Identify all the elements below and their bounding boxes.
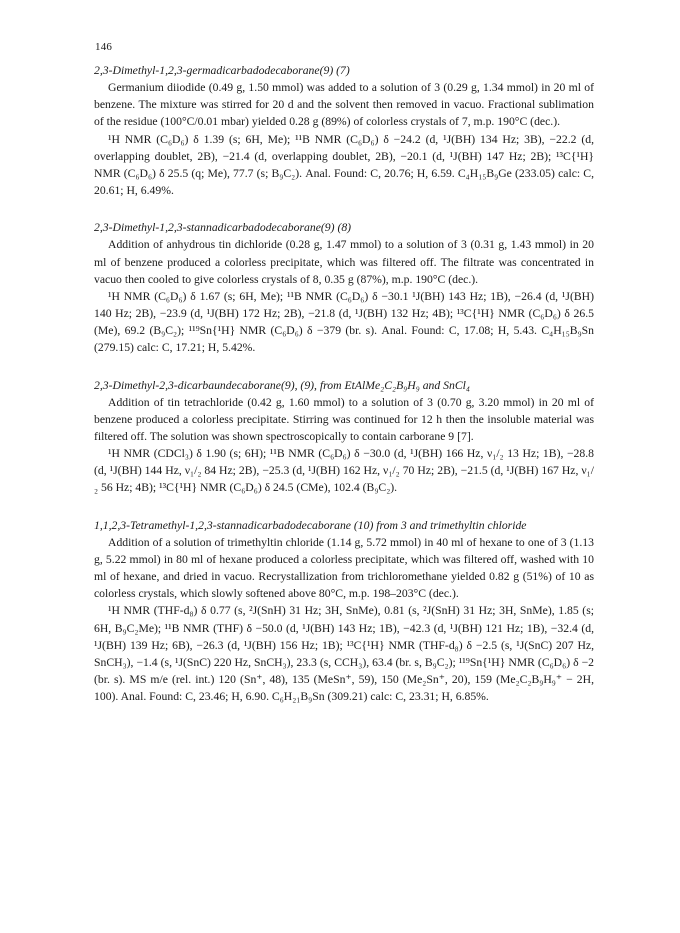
section-heading: 2,3-Dimethyl-2,3-dicarbaundecaborane(9), (9), from EtAlMe₂C₂B₉H₉ and SnCl₄ — [94, 378, 470, 392]
section-compound-9 — [94, 377, 594, 497]
synthesis-paragraph: Addition of a solution of trimethyltin chloride (1.14 g, 5.72 mmol) in 40 ml of hexane to one of 3 (1.13 g, 5.22 mmol) in 80 ml of hexane produced a colorless precipitate, which was filtered off, washed with 10 ml of hexane, and dried in vacuo. Recrystallization from trichloromethane yielded 0.82 g (51%) of 10 as colorless crystals, which slowly softened above 80°C, m.p. 198–203°C (dec.). — [94, 535, 594, 601]
nmr-data-paragraph: ¹H NMR (CDCl₃) δ 1.90 (s; 6H); ¹¹B NMR (C₆D₆) δ −30.0 (d, ¹J(BH) 166 Hz, ν₁/₂ 13 Hz; 1B), −28.8 (d, ¹J(BH) 144 Hz, ν₁/₂ 84 Hz; 2B), −25.3 (d, ¹J(BH) 162 Hz, ν₁/₂ 70 Hz; 2B), −21.5 (d, ¹J(BH) 167 Hz, ν₁/₂ 56 Hz; 4B); ¹³C{¹H} NMR (C₆D₆) δ 24.5 (CMe), 102.4 (B₉C₂). — [94, 447, 594, 495]
section-heading: 2,3-Dimethyl-1,2,3-germadicarbadodecaborane(9) (7) — [94, 64, 350, 77]
section-compound-10 — [94, 517, 594, 706]
section-heading: 1,1,2,3-Tetramethyl-1,2,3-stannadicarbadodecaborane (10) from 3 and trimethyltin chloride — [94, 518, 527, 532]
nmr-data-paragraph: ¹H NMR (THF-d₈) δ 0.77 (s, ²J(SnH) 31 Hz; 3H, SnMe), 0.81 (s, ²J(SnH) 31 Hz; 3H, SnMe), 1.85 (s; 6H, B₉C₂Me); ¹¹B NMR (THF) δ −50.0 (d, ¹J(BH) 143 Hz; 1B), −42.3 (d, ¹J(BH) 121 Hz; 1B), −32.4 (d, ¹J(BH) 139 Hz; 6B), −26.3 (d, ¹J(BH) 156 Hz; 1B); ¹³C{¹H} NMR (THF-d₈) δ −2.5 (s, ¹J(SnC) 207 Hz, SnCH₃), −1.4 (s, ¹J(SnC) 220 Hz, SnCH₃), 23.3 (s, CCH₃), 63.4 (br. s, B₉C₂); ¹¹⁹Sn{¹H} NMR (C₆D₆) δ −2 (br. s). MS m/e (rel. int.) 120 (Sn⁺, 48), 135 (MeSn⁺, 59), 150 (Me₂Sn⁺, 20), 159 (Me₂C₂B₉H₉⁺ − 2H, 100). Anal. Found: C, 23.46; H, 6.90. C₆H₂₁B₉Sn (309.21) calc: C, 23.31; H, 6.85%. — [94, 604, 594, 704]
section-compound-8 — [94, 219, 594, 356]
page-number: 146 — [95, 41, 113, 53]
synthesis-paragraph: Germanium diiodide (0.49 g, 1.50 mmol) was added to a solution of 3 (0.29 g, 1.34 mmol) in 20 ml of benzene. The mixture was stirred for 20 d and the solvent then removed in vacuo. Fractional sublimation of the residue (100°C/0.01 mbar) yielded 0.28 g (89%) of colorless crystals of 7, m.p. 190°C (dec.). — [94, 81, 594, 129]
nmr-data-paragraph: ¹H NMR (C₆D₆) δ 1.39 (s; 6H, Me); ¹¹B NMR (C₆D₆) δ −24.2 (d, ¹J(BH) 134 Hz; 3B), −22.2 (d, overlapping doublet, 2B), −21.4 (d, overlapping doublet, 2B), −20.1 (d, ¹J(BH) 147 Hz; 2B); ¹³C{¹H} NMR (C₆D₆) δ 25.5 (q; Me), 77.7 (s; B₉C₂). Anal. Found: C, 20.76; H, 6.59. C₄H₁₅B₉Ge (233.05) calc: C, 20.61; H, 6.49%. — [94, 132, 594, 198]
synthesis-paragraph: Addition of anhydrous tin dichloride (0.28 g, 1.47 mmol) to a solution of 3 (0.31 g, 1.43 mmol) in 20 ml of benzene produced a colorless precipitate, which was filtered off. The filtrate was concentrated in vacuo then cooled to give colorless crystals of 8, 0.35 g (87%), m.p. 190°C (dec.). — [94, 238, 594, 286]
nmr-data-paragraph: ¹H NMR (C₆D₆) δ 1.67 (s; 6H, Me); ¹¹B NMR (C₆D₆) δ −30.1 ¹J(BH) 143 Hz; 1B), −26.4 (d, ¹J(BH) 140 Hz; 2B), −23.9 (d, ¹J(BH) 172 Hz; 2B), −21.8 (d, ¹J(BH) 132 Hz; 4B); ¹³C{¹H} NMR (C₆D₆) δ 26.5 (Me), 69.2 (B₉C₂); ¹¹⁹Sn{¹H} NMR (C₆D₆) δ −379 (br. s). Anal. Found: C, 17.08; H, 5.43. C₄H₁₅B₉Sn (279.15) calc: C, 17.21; H, 5.42%. — [94, 289, 594, 355]
synthesis-paragraph: Addition of tin tetrachloride (0.42 g, 1.60 mmol) to a solution of 3 (0.70 g, 3.20 mmol) in 20 ml of benzene produced a colorless precipitate. Stirring was continued for 12 h then the insoluble material was filtered off. The solution was shown spectroscopically to contain carborane 9 [7]. — [94, 395, 594, 443]
section-heading: 2,3-Dimethyl-1,2,3-stannadicarbadodecaborane(9) (8) — [94, 221, 352, 235]
experimental-text — [94, 62, 594, 725]
section-compound-7 — [94, 62, 594, 199]
